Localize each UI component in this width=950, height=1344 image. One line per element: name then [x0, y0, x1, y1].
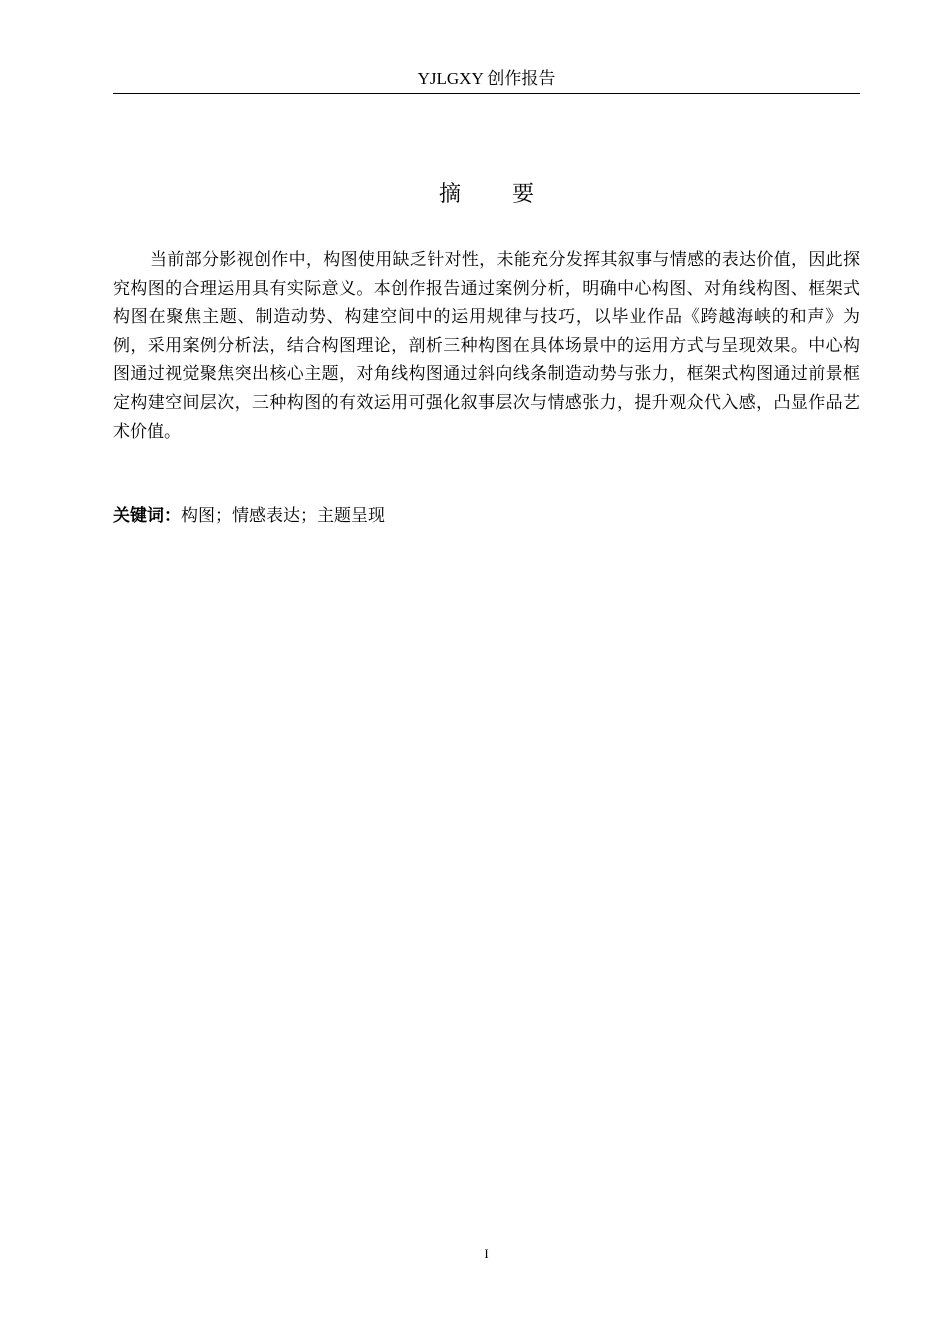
abstract-heading: 摘 要: [439, 182, 556, 207]
abstract-body: 当前部分影视创作中，构图使用缺乏针对性，未能充分发挥其叙事与情感的表达价值，因此探究构图的合理运用具有实际意义。本创作报告通过案例分析，明确中心构图、对角线构图、框架式构图在聚焦主题、制造动势、构建空间中的运用规律与技巧，以毕业作品《跨越海峡的和声》为例，采用案例分析法，结合构图理论，剖析三种构图在具体场景中的运用方式与呈现效果。中心构图通过视觉聚焦突出核心主题，对角线构图通过斜向线条制造动势与张力，框架式构图通过前景框定构建空间层次，三种构图的有效运用可强化叙事层次与情感张力，提升观众代入感，凸显作品艺术价值。: [113, 250, 860, 442]
keywords-value: 构图；情感表达；主题呈现: [181, 506, 385, 526]
header-divider: [113, 93, 860, 94]
keywords-line: [113, 503, 860, 529]
page-number: I: [484, 1246, 489, 1261]
page-header: YJLGXY 创作报告: [417, 69, 556, 88]
keywords-label: 关键词：: [113, 506, 181, 526]
